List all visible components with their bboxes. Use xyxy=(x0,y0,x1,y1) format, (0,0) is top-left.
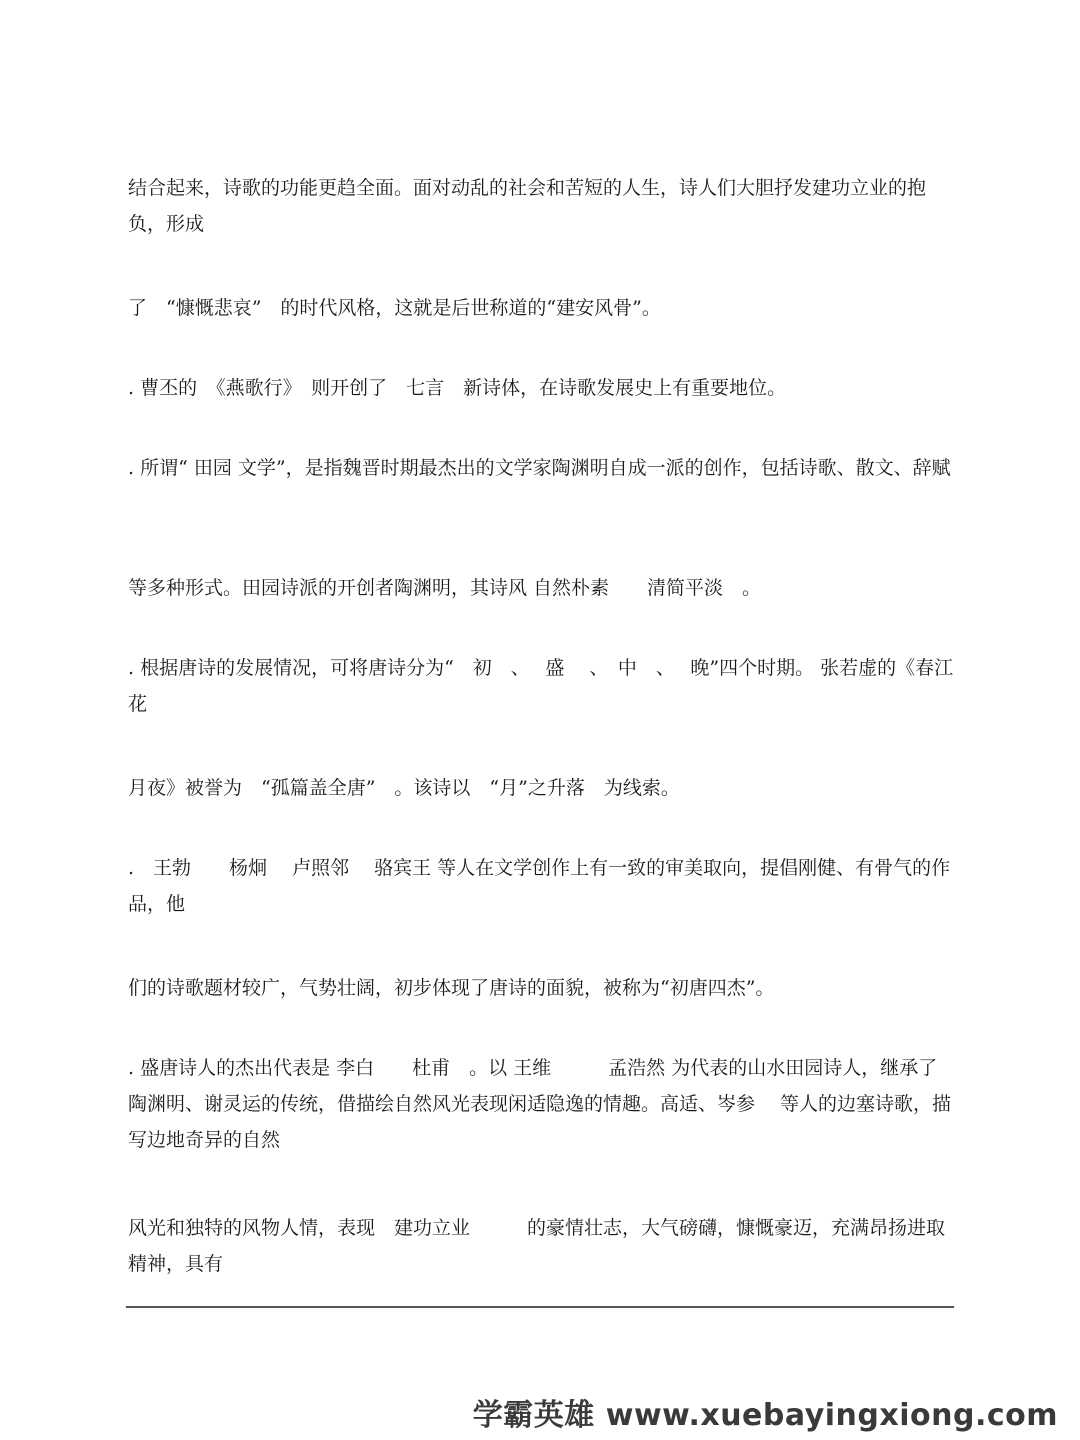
paragraph-jianan-fenggu: 了 “慷慨悲哀” 的时代风格，这就是后世称道的“建安风骨”。 xyxy=(128,297,661,319)
paragraph-cao-pi: . 曹丕的 《燕歌行》 则开创了 七言 新诗体，在诗歌发展史上有重要地位。 xyxy=(128,377,787,399)
paragraph-early-tang-poets: . 王勃 杨炯 卢照邻 骆宾王 等人在文学创作上有一致的审美取向，提倡刚健、有骨气的作品，他 xyxy=(128,857,951,915)
paragraph-tianyuan-literature: . 所谓“ 田园 文学”，是指魏晋时期最杰出的文学家陶渊明自成一派的创作，包括诗歌、散文、辞赋 xyxy=(128,457,951,479)
footer-divider xyxy=(126,1306,954,1308)
paragraph-chunjiang-huayueye: 月夜》被誉为 “孤篇盖全唐” 。该诗以 “月”之升落 为线索。 xyxy=(128,777,680,799)
site-watermark: 学霸英雄 www.xuebayingxiong.com xyxy=(472,1398,1058,1433)
paragraph-frontier-poetry: 风光和独特的风物人情，表现 建功立业 的豪情壮志，大气磅礴，慷慨豪迈，充满昂扬进取精神，具有 xyxy=(128,1217,946,1275)
paragraph-high-tang-poets: . 盛唐诗人的杰出代表是 李白 杜甫 。以 王维 孟浩然 为代表的山水田园诗人，继承了陶渊明、谢灵运的传统，借描绘自然风光表现闲适隐逸的情趣。高适、岑参 等人的边塞诗歌，描写边地奇异的自然 xyxy=(128,1057,952,1151)
paragraph-chutang-sijie: 们的诗歌题材较广，气势壮阔，初步体现了唐诗的面貌，被称为“初唐四杰”。 xyxy=(128,977,775,999)
paragraph-jianan-intro: 结合起来，诗歌的功能更趋全面。面对动乱的社会和苦短的人生，诗人们大胆抒发建功立业的抱负，形成 xyxy=(128,177,927,235)
paragraph-tang-periods: . 根据唐诗的发展情况，可将唐诗分为“ 初 、 盛 、 中 、 晚”四个时期。 张若虚的《春江花 xyxy=(128,657,954,715)
paragraph-tao-yuanming-style: 等多种形式。田园诗派的开创者陶渊明，其诗风 自然朴素 清简平淡 。 xyxy=(128,577,762,599)
